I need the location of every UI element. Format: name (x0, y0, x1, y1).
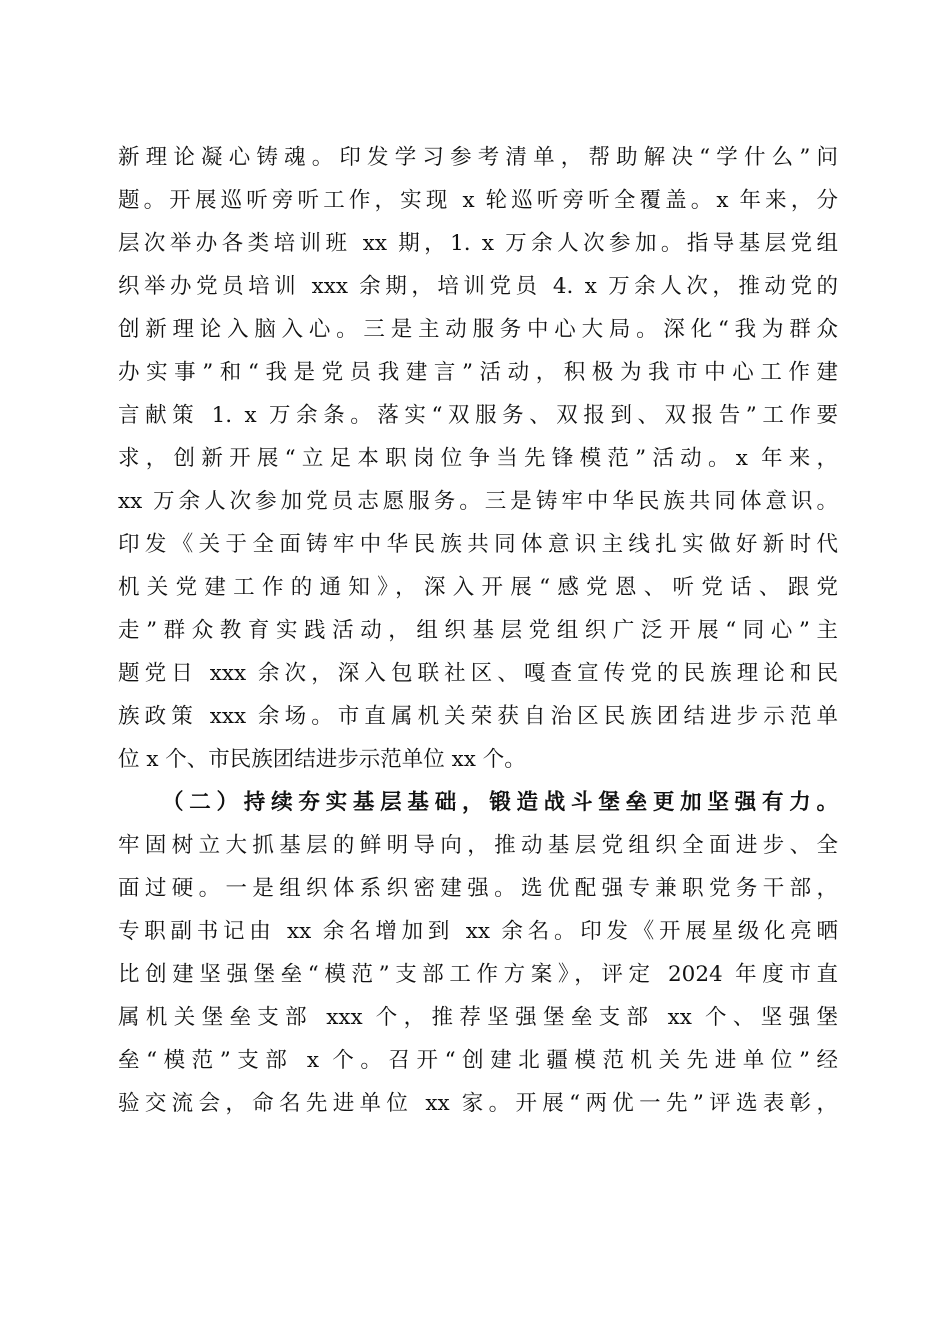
text-line: 创新理论入脑入心。三是主动服务中心大局。深化“我为群众 (118, 317, 838, 342)
text-line: 位 x 个、市民族团结进步示范单位 xx 个。 (118, 747, 526, 772)
text-line: 专职副书记由 xx 余名增加到 xx 余名。印发《开展星级化亮晒 (118, 919, 838, 944)
text-line: 走”群众教育实践活动，组织基层党组织广泛开展“同心”主 (118, 618, 838, 643)
text-line: 比创建坚强堡垒“模范”支部工作方案》，评定 2024 年度市直 (118, 962, 838, 987)
text-line: 印发《关于全面铸牢中华民族共同体意识主线扎实做好新时代 (118, 532, 838, 557)
text-line: 织举办党员培训 xxx 余期，培训党员 4. x 万余人次，推动党的 (118, 274, 838, 299)
text-line: 求，创新开展“立足本职岗位争当先锋模范”活动。x 年来， (118, 446, 838, 471)
text-line: xx 万余人次参加党员志愿服务。三是铸牢中华民族共同体意识。 (118, 489, 838, 514)
text-line: 题。开展巡听旁听工作，实现 x 轮巡听旁听全覆盖。x 年来，分 (118, 188, 838, 213)
text-line: 办实事”和“我是党员我建言”活动，积极为我市中心工作建 (118, 360, 838, 385)
text-line: 机关党建工作的通知》，深入开展“感党恩、听党话、跟党 (118, 575, 838, 600)
text-line: 属机关堡垒支部 xxx 个，推荐坚强堡垒支部 xx 个、坚强堡 (118, 1005, 838, 1030)
section-heading: （二）持续夯实基层基础，锻造战斗堡垒更加坚强有力。 (162, 790, 838, 815)
text-line: 新理论凝心铸魂。印发学习参考清单，帮助解决“学什么”问 (118, 145, 838, 170)
text-line: 验交流会，命名先进单位 xx 家。开展“两优一先”评选表彰， (118, 1091, 838, 1116)
text-line: 族政策 xxx 余场。市直属机关荣获自治区民族团结进步示范单 (118, 704, 838, 729)
text-line: 面过硬。一是组织体系织密建强。选优配强专兼职党务干部， (118, 876, 838, 901)
text-line: 垒“模范”支部 x 个。召开“创建北疆模范机关先进单位”经 (118, 1048, 838, 1073)
text-line: 牢固树立大抓基层的鲜明导向，推动基层党组织全面进步、全 (118, 833, 838, 858)
text-line: 言献策 1. x 万余条。落实“双服务、双报到、双报告”工作要 (118, 403, 838, 428)
text-line: 层次举办各类培训班 xx 期，1. x 万余人次参加。指导基层党组 (118, 231, 838, 256)
text-line: 题党日 xxx 余次，深入包联社区、嘎查宣传党的民族理论和民 (118, 661, 838, 686)
